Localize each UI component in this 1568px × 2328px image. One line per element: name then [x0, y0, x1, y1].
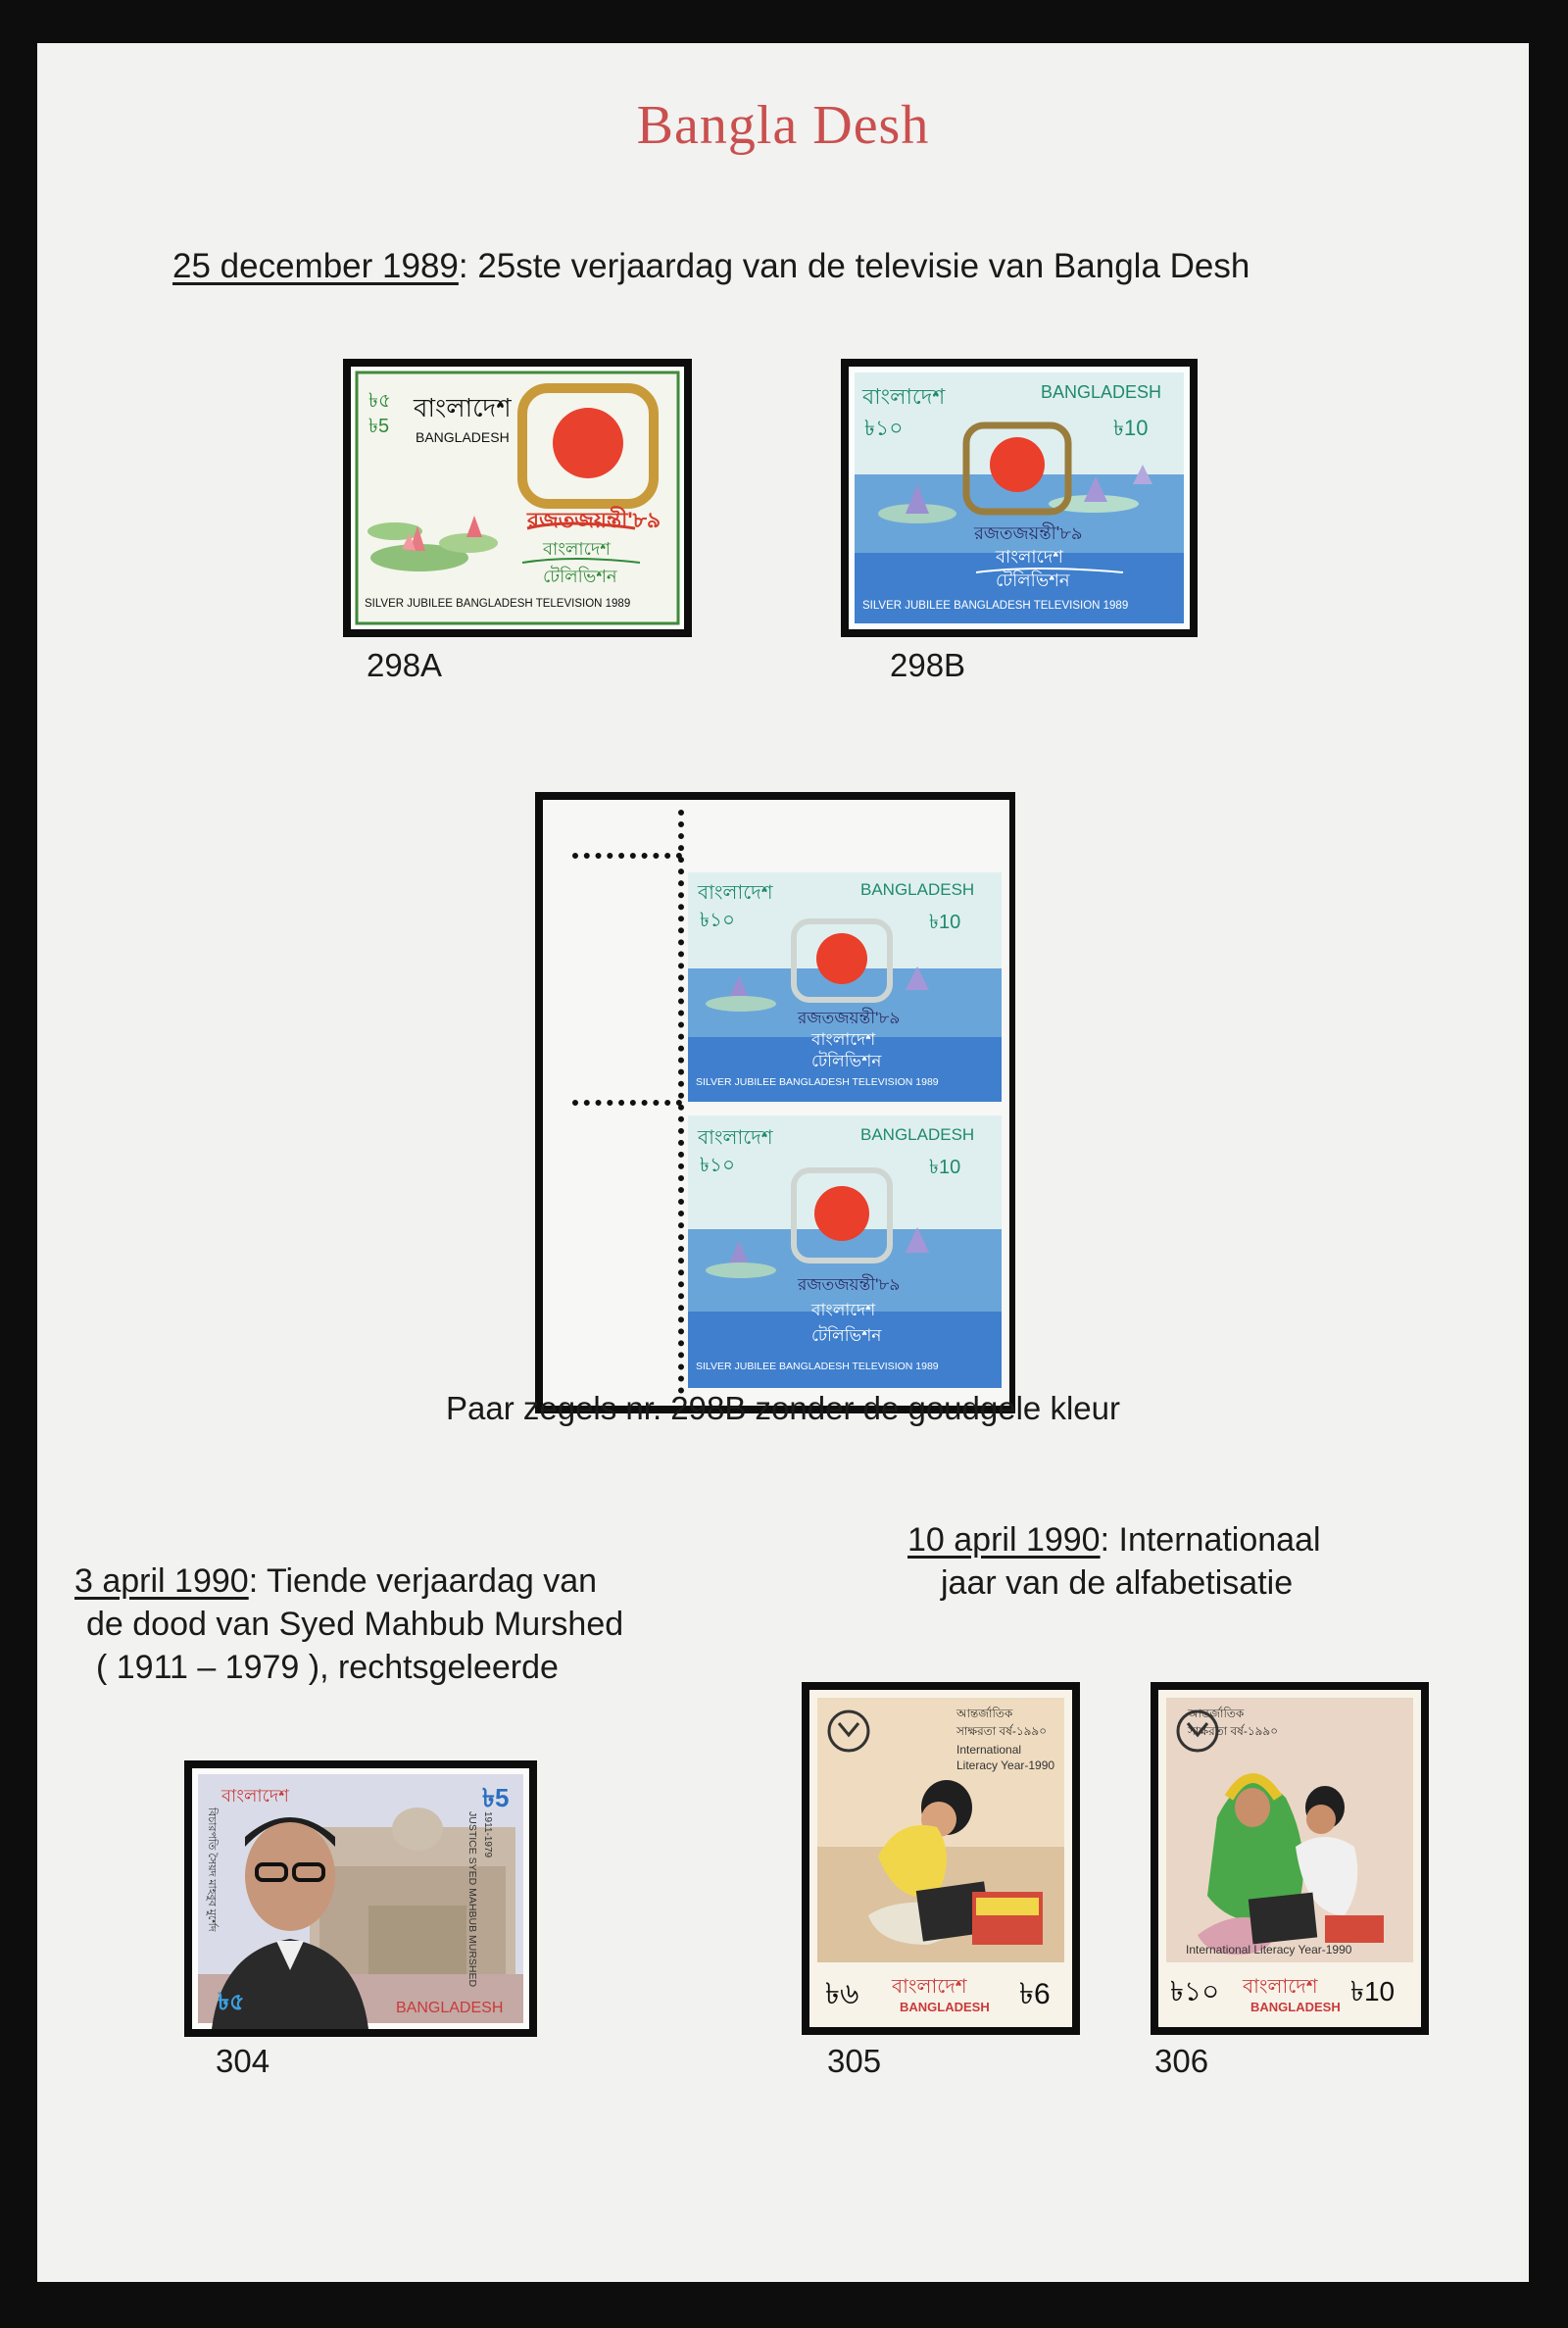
section-murshed-line1-rest: : Tiende verjaardag van — [248, 1562, 598, 1600]
pair-stamp-top-footer: SILVER JUBILEE BANGLADESH TELEVISION 1989 — [696, 1076, 939, 1088]
stamp-304-value-bottom: ৳৫ — [218, 1989, 245, 2015]
page-title: Bangla Desh — [636, 95, 930, 156]
stamp-304 — [192, 1768, 529, 2029]
stamp-298a-jubilee-text: রজতজয়ন্তী'৮৯ — [527, 508, 662, 532]
section-1989-caption — [172, 247, 1250, 286]
stamp-306-title: International Literacy Year-1990 — [1186, 1943, 1352, 1957]
pair-stamp-top-tv-text-1: বাংলাদেশ — [811, 1030, 876, 1049]
pair-stamp-bottom-bengali-country: বাংলাদেশ — [698, 1127, 773, 1149]
stamp-305-bengali-title-2: সাক্ষরতা বর্ষ-১৯৯০ — [956, 1724, 1048, 1738]
pair-stamp-top-jubilee-text: রজতজয়ন্তী'৮৯ — [798, 1009, 901, 1027]
pair-stamp-bottom-jubilee-text: রজতজয়ন্তী'৮৯ — [798, 1275, 901, 1294]
pair-stamp-bottom-value-right: ৳10 — [929, 1157, 961, 1178]
stamp-306-bengali-title-2: সাক্ষরতা বর্ষ-১৯৯০ — [1188, 1724, 1279, 1738]
stamp-305 — [809, 1690, 1072, 2027]
stamp-298b-footer: SILVER JUBILEE BANGLADESH TELEVISION 1989 — [862, 600, 1129, 612]
stamp-306-country: BANGLADESH — [1250, 2000, 1341, 2014]
pair-stamp-top-tv-text-2: টেলিভিশন — [811, 1052, 882, 1070]
pair-stamp-bottom-tv-text-2: টেলিভিশন — [811, 1326, 882, 1345]
pair-stamp-bottom-value-left: ৳১০ — [700, 1155, 735, 1176]
stamp-298a-value-top: ৳৫ — [368, 390, 391, 412]
section-murshed-line2: de dood van Syed Mahbub Murshed — [86, 1606, 624, 1643]
stamp-298a-tv-text-2: টেলিভিশন — [543, 567, 617, 586]
stamp-305-value-right: ৳6 — [1019, 1978, 1051, 2010]
section-1989-date: 25 december 1989 — [172, 247, 459, 285]
stamp-298b-jubilee-text: রজতজয়ন্তী'৮৯ — [974, 523, 1083, 543]
stamp-298a-tv-text-1: বাংলাদেশ — [543, 539, 611, 559]
section-murshed-line3: ( 1911 – 1979 ), rechtsgeleerde — [96, 1649, 559, 1686]
stamp-305-title-1: International — [956, 1743, 1022, 1757]
stamp-306-value-right: ৳10 — [1350, 1976, 1396, 2006]
stamp-298a-bengali-country: বাংলাদেশ — [414, 393, 512, 422]
section-1989-description: : 25ste verjaardag van de televisie van Bangla Desh — [458, 247, 1250, 285]
stamp-306-bengali-title-1: আন্তর্জাতিক — [1188, 1707, 1245, 1720]
catalog-number-298b: 298B — [890, 647, 966, 683]
stamp-304-value: ৳5 — [482, 1783, 510, 1812]
stamp-298b — [849, 367, 1190, 629]
stamp-306-value-left: ৳১০ — [1170, 1976, 1220, 2006]
catalog-number-306: 306 — [1154, 2043, 1209, 2079]
stamp-305-bengali-country: বাংলাদেশ — [892, 1976, 967, 1998]
stamp-306-bengali-country: বাংলাদেশ — [1243, 1976, 1318, 1998]
pair-stamp-top-value-right: ৳10 — [929, 912, 961, 933]
stamp-298a-value-bottom: ৳5 — [368, 416, 390, 437]
section-literacy-line1-rest: : Internationaal — [1100, 1521, 1321, 1559]
section-literacy-line1 — [907, 1521, 1321, 1560]
section-literacy-line2: jaar van de alfabetisatie — [941, 1564, 1294, 1602]
catalog-number-304: 304 — [216, 2043, 270, 2079]
stamp-298a — [351, 367, 684, 629]
stamp-298b-tv-text-2: টেলিভিশন — [996, 570, 1070, 590]
stamp-304-side-text-bengali: বিচারপতি সৈয়দ মাহবুব মুর্শেদ — [206, 1808, 218, 1932]
stamp-305-title-2: Literacy Year-1990 — [956, 1758, 1055, 1772]
stamp-305-value-left: ৳৬ — [825, 1978, 859, 2010]
stamp-305-bengali-title-1: আন্তর্জাতিক — [956, 1707, 1013, 1720]
pair-stamp-bottom-tv-text-1: বাংলাদেশ — [811, 1301, 876, 1319]
stamp-304-years: 1911-1979 — [482, 1811, 493, 1858]
stamp-298b-bengali-country: বাংলাদেশ — [862, 384, 946, 409]
section-murshed-date: 3 april 1990 — [74, 1562, 249, 1600]
album-page — [37, 43, 1529, 2282]
stamp-304-country: BANGLADESH — [396, 2000, 504, 2016]
pair-stamp-bottom-footer: SILVER JUBILEE BANGLADESH TELEVISION 1989 — [696, 1361, 939, 1372]
stamp-298b-value-left: ৳১০ — [864, 416, 904, 440]
stamp-298a-footer: SILVER JUBILEE BANGLADESH TELEVISION 1989 — [365, 598, 631, 610]
section-literacy-date: 10 april 1990 — [907, 1521, 1101, 1559]
perforation-row-middle — [572, 1100, 682, 1106]
stamp-298b-country: BANGLADESH — [1041, 382, 1162, 402]
stamp-304-side-text: JUSTICE SYED MAHBUB MURSHED — [466, 1811, 478, 1988]
stamp-298b-value-right: ৳10 — [1113, 416, 1149, 440]
pair-stamp-top-bengali-country: বাংলাদেশ — [698, 882, 773, 904]
stamp-305-country: BANGLADESH — [900, 2000, 990, 2014]
perforation-row-top — [572, 853, 682, 859]
pair-stamp-top — [688, 872, 1002, 1102]
pair-stamp-bottom-country: BANGLADESH — [860, 1125, 975, 1144]
section-murshed-line1 — [74, 1562, 597, 1601]
pair-stamp-top-country: BANGLADESH — [860, 880, 975, 899]
stamp-306 — [1158, 1690, 1421, 2027]
stamp-298a-country: BANGLADESH — [416, 429, 510, 445]
pair-stamp-bottom — [688, 1115, 1002, 1388]
catalog-number-305: 305 — [827, 2043, 882, 2079]
pair-stamp-top-value-left: ৳১০ — [700, 910, 735, 931]
stamp-304-bengali-country: বাংলাদেশ — [221, 1786, 289, 1806]
pair-caption: Paar zegels nr. 298B zonder de goudgele kleur — [446, 1390, 1120, 1426]
stamp-298a-artwork — [351, 367, 684, 629]
stamp-298b-tv-text-1: বাংলাদেশ — [996, 547, 1063, 567]
catalog-number-298a: 298A — [367, 647, 443, 683]
